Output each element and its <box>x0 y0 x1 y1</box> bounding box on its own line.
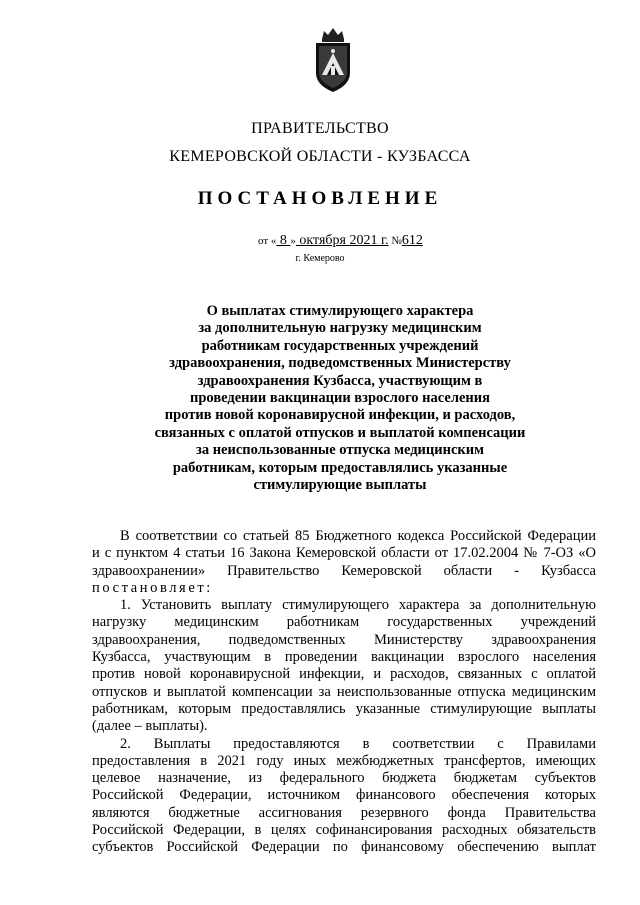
date-month-year: октября 2021 г. <box>295 233 389 248</box>
body-line: Кузбасса, участвующим в проведении вакцинации взрослого населения <box>92 649 596 666</box>
body-line: субъектов Российской Федерации по финансовому обеспечению выплат <box>92 839 596 856</box>
body-line: и с пунктом 4 статьи 16 Закона Кемеровской области от 17.02.2004 № 7-ОЗ «О <box>92 545 596 562</box>
body-line: против новой коронавирусной инфекции, и расходов, связанных с оплатой <box>92 666 596 683</box>
title-line: связанных с оплатой отпусков и выплатой компенсации <box>154 424 526 441</box>
body-line: (далее – выплаты). <box>92 718 208 735</box>
body-line: постановляет: <box>92 579 213 596</box>
date-mid: » <box>290 235 296 247</box>
body-line: Российской Федерации, источником финансового обеспечения которых <box>92 787 596 804</box>
body-line: являются бюджетные ассигнования резервного фонда Правительства <box>92 804 596 821</box>
city: г. Кемерово <box>295 253 345 264</box>
body-line: предоставления в 2021 году иных межбюджетных трансфертов, имеющих <box>92 752 596 769</box>
body-line: целевое назначение, из федерального бюджета бюджетам субъектов <box>92 770 596 787</box>
body-line: здравоохранении» Правительство Кемеровской области - Кузбасса <box>92 562 596 579</box>
title-line: работникам, которым предоставлялись указанные <box>172 459 508 476</box>
title-line: проведении вакцинации взрослого населения <box>190 390 490 407</box>
title-line: против новой коронавирусной инфекции, и расходов, <box>164 407 516 424</box>
document-number: 612 <box>401 233 423 248</box>
body-line: Российской Федерации, в целях софинансирования расходных обязательств <box>92 822 596 839</box>
body-line: отпусков и выплатой компенсации за неиспользованные отпуска медицинским <box>92 683 596 700</box>
body-line: 1. Установить выплату стимулирующего характера за дополнительную <box>120 597 596 614</box>
body-line: здравоохранения, подведомственных Министерству здравоохранения <box>92 631 596 648</box>
document-title <box>140 303 540 494</box>
title-line: здравоохранения Кузбасса, участвующим в <box>197 372 483 389</box>
coat-of-arms-icon <box>310 25 356 95</box>
body-line: нагрузку медицинским работникам государственных учреждений <box>92 614 596 631</box>
document-body <box>92 528 596 857</box>
date-prefix: от « <box>258 235 277 247</box>
government-line-1: ПРАВИТЕЛЬСТВО <box>251 120 389 137</box>
title-line: О выплатах стимулирующего характера <box>206 303 474 319</box>
body-line: В соответствии со статьей 85 Бюджетного кодекса Российской Федерации <box>120 528 596 544</box>
title-line: за неиспользованные отпуска медицинским <box>196 442 484 459</box>
date-day: 8 <box>276 233 291 248</box>
date-line <box>258 233 423 249</box>
body-line: работникам, которым предоставлялись указанные стимулирующие выплаты <box>92 700 596 717</box>
document-type: ПОСТАНОВЛЕНИЕ <box>197 188 443 209</box>
government-line-2: КЕМЕРОВСКОЙ ОБЛАСТИ - КУЗБАССА <box>169 148 471 165</box>
title-line: здравоохранения, подведомственных Министерству <box>169 355 511 372</box>
title-line: стимулирующие выплаты <box>253 477 427 494</box>
title-line: за дополнительную нагрузку медицинским <box>198 320 482 337</box>
body-line: 2. Выплаты предоставляются в соответствии с Правилами <box>120 735 596 752</box>
title-line: работникам государственных учреждений <box>201 337 479 354</box>
number-prefix: № <box>388 235 402 247</box>
